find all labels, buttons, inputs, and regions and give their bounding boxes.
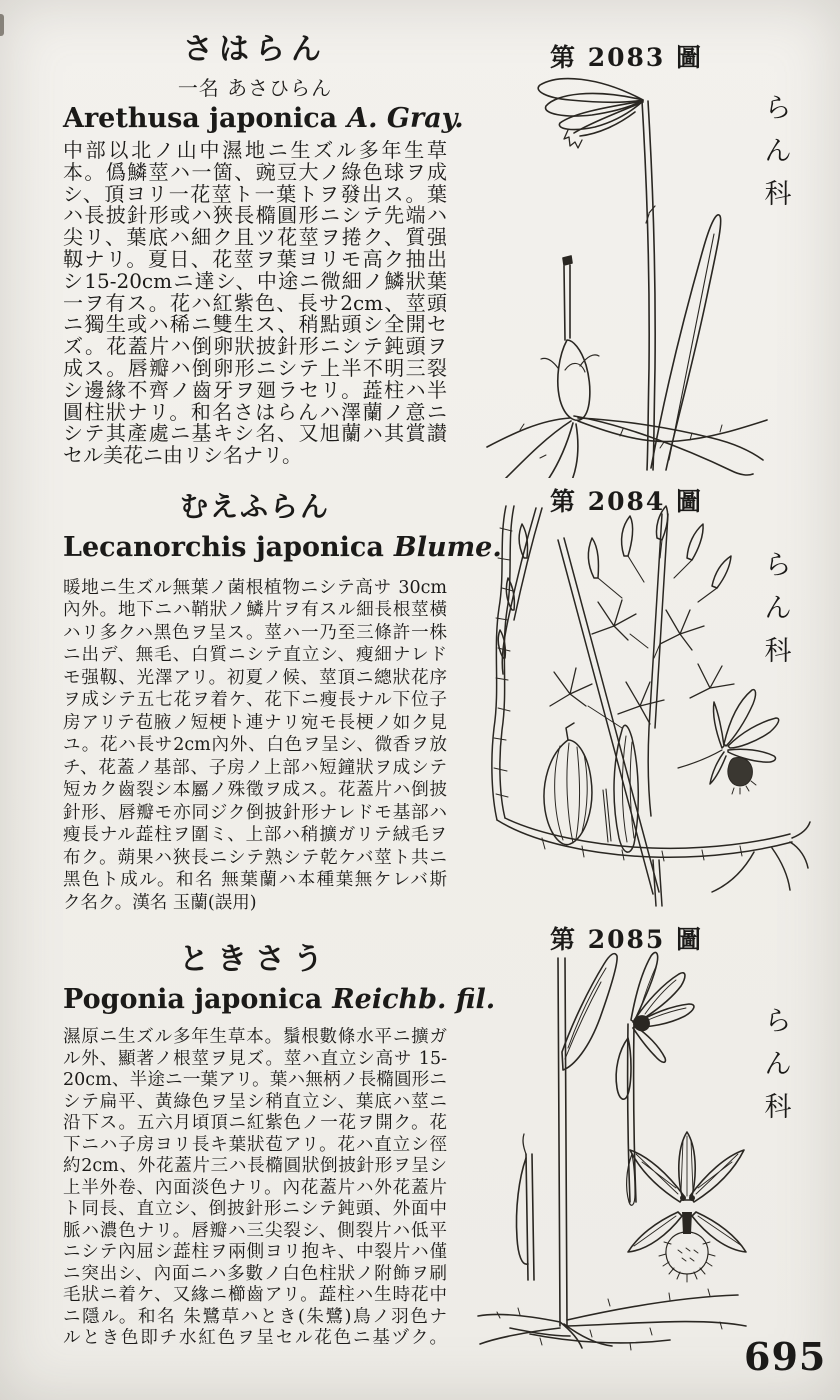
body-text-line: シ邊緣不齊ノ齒牙ヲ廻ラセリ。蕋柱ハ半 (63, 379, 447, 402)
body-text-line: 20cm、半途ニ一葉アリ。葉ハ無柄ノ長橢圓形ニ (63, 1070, 447, 1090)
body-text-line: ト同長、直立シ、倒披針形ニシテ鈍頭、外面中 (63, 1199, 447, 1219)
body-text-line: シテ扁平、黃綠色ヲ呈シ稍直立シ、葉底ハ莖ニ (63, 1091, 447, 1112)
body-text-line: ルとき色即チ水紅色ヲ呈セル花色ニ基ヅク。 (63, 1328, 447, 1348)
body-text-line: 成ス。唇瓣ハ倒卵形ニシテ上半不明三裂 (63, 357, 447, 380)
bulb-and-shoot (541, 256, 599, 420)
figure-caption-2083: 第 2083 圖 (550, 43, 703, 72)
latin-author: Blume. (393, 531, 502, 563)
buds (498, 506, 731, 658)
body-text-line: 靱ナリ。夏日、花莖ヲ葉ヨリモ高ク抽出 (63, 248, 447, 271)
latin-name-line (63, 531, 502, 563)
flowers (550, 600, 734, 728)
family-char: ら (764, 93, 792, 124)
family-char: 科 (764, 1092, 792, 1123)
body-text-line: チ、花蓋ノ基部、子房ノ上部ハ短鐘狀ヲ成シテ (63, 757, 447, 778)
body-text-line: ニ隱ル。和名 朱鷺草ハとき(朱鷺)鳥ノ羽色ナ (63, 1306, 447, 1327)
roots (478, 1289, 746, 1350)
latin-name-line (63, 984, 496, 1015)
roots (487, 416, 767, 478)
body-text-line: 上半外卷、內面淡色ナリ。內花蓋片ハ外花蓋片 (63, 1177, 447, 1198)
latin-author: A. Gray. (347, 103, 464, 134)
entry-body (63, 1027, 447, 1350)
entry-body (63, 577, 447, 915)
body-text-line: ク名ク。漢名 玉蘭(誤用) (63, 892, 257, 913)
body-text-line: 脈ハ濃色ナリ。唇瓣ハ三尖裂シ、側裂片ハ低平 (63, 1220, 447, 1241)
front-flower-detail (628, 1132, 746, 1282)
latin-name: Arethusa japonica (63, 103, 338, 134)
body-text-line: 黑色ト成ル。和名 無葉蘭ハ本種葉無ケレバ斯 (63, 870, 447, 891)
flower-detail (678, 690, 779, 794)
body-text-line: モ强靱、光澤アリ。初夏ノ候、莖頂ニ總狀花序 (63, 667, 447, 688)
body-text-line: 一ヲ有ス。花ハ紅紫色、長サ2cm、莖頭 (63, 292, 447, 315)
stems (502, 508, 668, 906)
body-text-line: 濕原ニ生ズル多年生草本。鬚根數條水平ニ擴ガ (63, 1027, 447, 1047)
body-text-line: 瘦長ナル蕋柱ヲ圍ミ、上部ハ稍擴ガリテ絨毛ヲ (63, 825, 447, 846)
sheath-detail (516, 1134, 534, 1280)
entry-body (63, 140, 447, 467)
body-text-line: ル外、顯著ノ根莖ヲ見ズ。莖ハ直立シ高サ 15- (63, 1048, 447, 1069)
body-text-line: シ15-20cmニ達シ、中途ニ微細ノ鱗狀葉 (63, 270, 447, 293)
entry-lecanorchis (63, 490, 502, 914)
stem (642, 101, 655, 470)
latin-name: Pogonia japonica (63, 984, 323, 1015)
family-char: ん (764, 1049, 792, 1080)
body-text-line: 沿下ス。五六月頃頂ニ紅紫色ノ一花ヲ開ク。花 (63, 1113, 447, 1133)
body-text-line: ヲ成シテ五七花ヲ着ケ、花下ニ瘦長ナル下位子 (63, 690, 447, 711)
body-text-line: ズ。花蓋片ハ倒卵狀披針形ニシテ鈍頭ヲ (63, 336, 447, 358)
entry-pogonia (63, 942, 496, 1350)
body-text-line: シテ其產處ニ基キシ名、又旭蘭ハ其賞讃 (63, 423, 447, 446)
page-number: 695 (744, 1334, 827, 1379)
family-char: ら (764, 550, 792, 581)
entry-title-japanese: むえふらん (179, 490, 330, 523)
body-text-line: ハリ多クハ黑色ヲ呈ス。莖ハ一乃至三條許一株 (63, 622, 447, 643)
body-text-line: シ、頂ヨリ一花莖ト一葉トヲ發出ス。葉 (63, 183, 447, 206)
body-text-line: 布ク。蒴果ハ狹長ニシテ熟シテ乾ケバ莖ト共ニ (63, 847, 447, 868)
body-text-line: 毛狀ニ着ケ、又緣ニ櫛齒アリ。蕋柱ハ生時花中 (63, 1285, 447, 1305)
body-text-line: ニ突出シ、內面ニハ多數ノ白色柱狀ノ附飾ヲ刷 (63, 1263, 447, 1284)
botanical-drawing-arethusa (480, 68, 810, 478)
body-text-line: 內外。地下ニハ鞘狀ノ鱗片ヲ有スル細長根莖橫 (63, 600, 447, 621)
latin-name: Lecanorchis japonica (63, 531, 384, 563)
nodding-flower (538, 79, 643, 148)
body-text-line: ユ。花ハ長サ2cm內外、白色ヲ呈シ、微香ヲ放 (63, 735, 447, 756)
body-text-line: 圓柱狀ナリ。和名さはらんハ澤蘭ノ意ニ (63, 401, 447, 424)
body-text-line: 中部以北ノ山中濕地ニ生ズル多年生草 (63, 140, 447, 162)
body-text-line: 尖リ、葉底ハ細ク且ツ花莖ヲ捲ク、質强 (63, 227, 447, 249)
body-text-line: セル美花ニ由リシ名ナリ。 (63, 445, 302, 467)
family-char: 科 (764, 636, 792, 667)
body-text-line: 短カク齒裂シ本屬ノ殊徵ヲ成ス。花蓋片ハ倒披 (63, 780, 447, 801)
body-text-line: 暖地ニ生ズル無葉ノ菌根植物ニシテ高サ 30cm (63, 577, 447, 598)
scan-artifact (0, 14, 4, 36)
body-text-line: 本。僞鱗莖ハ一箇、豌豆大ノ綠色球ヲ成 (63, 161, 447, 184)
body-text-line: 房アリテ苞腋ノ短梗ト連ナリ宛モ長梗ノ如ク見 (63, 712, 447, 733)
figure-2085-illustration (470, 940, 815, 1395)
entry-title-japanese: さはらん (183, 32, 327, 67)
latin-author: Reichb. fil. (332, 984, 496, 1015)
body-text-line: ニシテ內屈シ蕋柱ヲ兩側ヨリ抱キ、中裂片ハ僅 (63, 1242, 447, 1262)
family-char: 科 (764, 179, 792, 210)
body-text-line: 下ニハ子房ヨリ長キ葉狀苞アリ。花ハ直立シ徑 (63, 1134, 447, 1155)
family-char: ん (764, 136, 792, 167)
botanical-drawing-pogonia (470, 940, 815, 1395)
main-stem-and-leaf (558, 954, 617, 1326)
figure-caption-2085: 第 2085 圖 (550, 925, 703, 954)
body-text-line: ニ獨生或ハ稀ニ雙生ス、稍點頭シ全開セ (63, 314, 447, 337)
family-char: ん (764, 593, 792, 624)
figure-2083-illustration (480, 68, 810, 478)
body-text-line: ハ長披針形或ハ狹長橢圓形ニシテ先端ハ (63, 205, 447, 228)
body-text-line: 針形、唇瓣モ亦同ジク倒披針形ナレドモ基部ハ (63, 802, 447, 823)
figure-2084-illustration (472, 498, 812, 913)
body-text-line: ニ出デ、無毛、白質ニシテ直立シ、瘦細ナレド (63, 645, 447, 666)
family-char: ら (764, 1006, 792, 1037)
entry-arethusa (63, 32, 464, 467)
entry-alias: 一名 あさひらん (177, 76, 333, 100)
latin-name-line (63, 103, 464, 134)
body-text-line: 約2cm、外花蓋片三ハ長橢圓狀倒披針形ヲ呈シ (63, 1156, 447, 1176)
figure-caption-2084: 第 2084 圖 (550, 487, 703, 516)
entry-title-japanese: ときさう (179, 942, 331, 977)
botanical-drawing-lecanorchis (472, 498, 812, 913)
